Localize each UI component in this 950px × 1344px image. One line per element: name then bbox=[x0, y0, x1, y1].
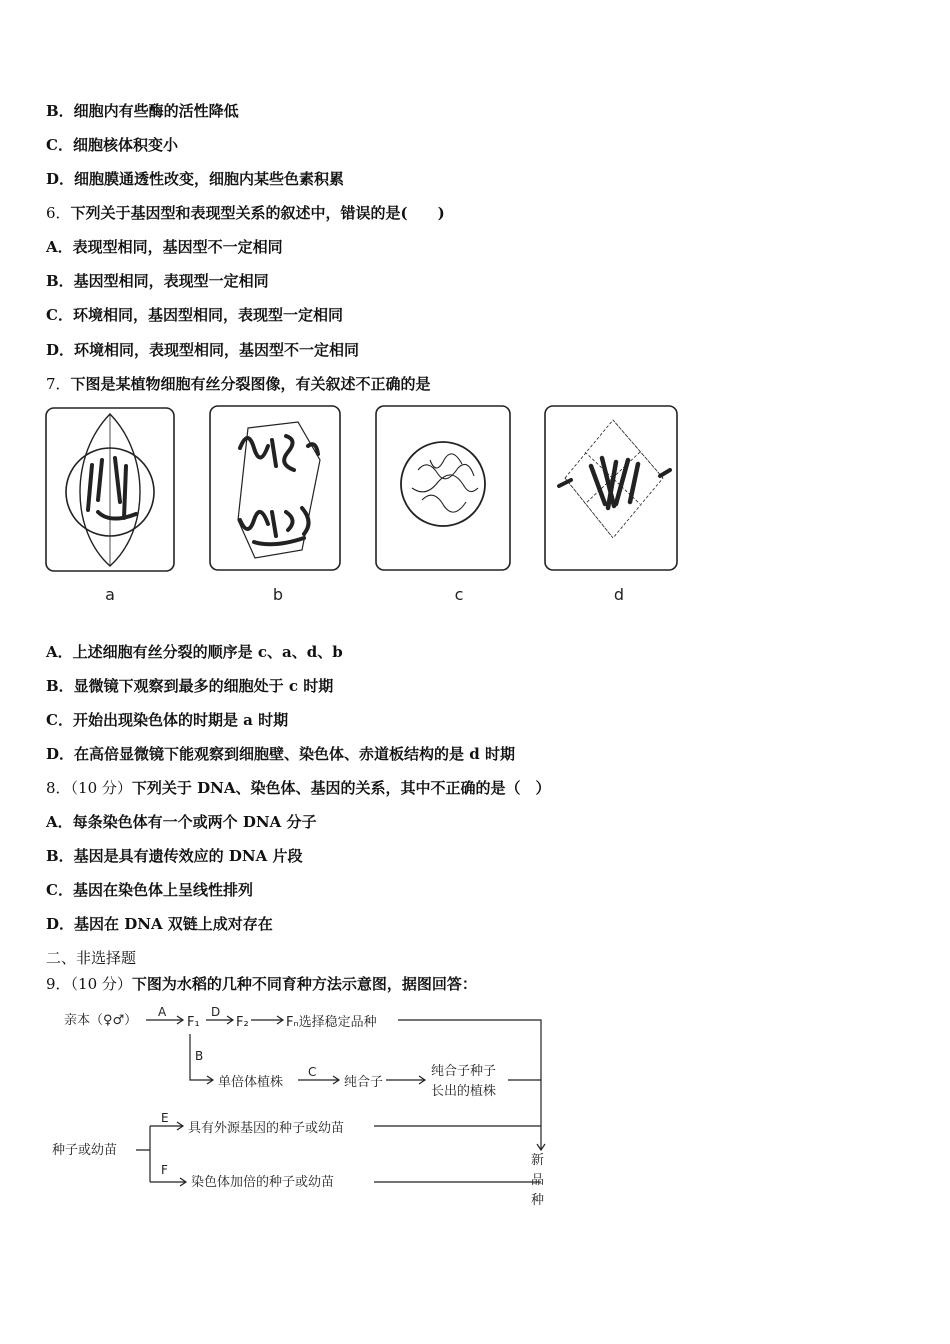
q7-stem-text: 下图是某植物细胞有丝分裂图像，有关叙述不正确的是 bbox=[70, 375, 431, 393]
q6-option-a: A．表现型相同，基因型不一定相同 bbox=[46, 238, 283, 256]
q6-option-c: C．环境相同，基因型相同，表现型一定相同 bbox=[46, 306, 343, 324]
diagram-parent: 亲本（♀♂） bbox=[64, 1013, 138, 1028]
cell-b bbox=[210, 406, 340, 570]
q6-stem bbox=[46, 203, 445, 223]
diagram-new-1: 新 bbox=[531, 1153, 545, 1168]
figure-label-a: a bbox=[105, 585, 115, 604]
q5-option-b: B．细胞内有些酶的活性降低 bbox=[46, 102, 239, 120]
cell-a bbox=[46, 408, 174, 571]
q9-stem bbox=[46, 974, 477, 994]
q7-stem bbox=[46, 374, 431, 394]
q8-number: 8． bbox=[46, 779, 71, 797]
q8-score: （10 分） bbox=[70, 779, 132, 797]
diagram-arrow-a: A bbox=[158, 1005, 167, 1019]
q8-stem bbox=[46, 778, 551, 798]
diagram-f1: F₁ bbox=[187, 1015, 200, 1030]
q8-option-b: B．基因是具有遗传效应的 DNA 片段 bbox=[46, 847, 303, 865]
diagram-homo-plant-1: 纯合子种子 bbox=[431, 1064, 497, 1079]
q7-option-d: D．在高倍显微镜下能观察到细胞壁、染色体、赤道板结构的是 d 时期 bbox=[46, 745, 515, 763]
q8-option-a: A．每条染色体有一个或两个 DNA 分子 bbox=[46, 813, 317, 831]
q7-option-a: A．上述细胞有丝分裂的顺序是 c、a、d、b bbox=[46, 643, 343, 661]
q7-option-b: B．显微镜下观察到最多的细胞处于 c 时期 bbox=[46, 677, 334, 695]
diagram-f2: F₂ bbox=[236, 1015, 249, 1030]
q5-option-c: C．细胞核体积变小 bbox=[46, 136, 178, 154]
diagram-arrow-c: C bbox=[308, 1065, 317, 1079]
section-heading: 二、非选择题 bbox=[46, 949, 137, 967]
q8-option-c: C．基因在染色体上呈线性排列 bbox=[46, 881, 253, 899]
diagram-arrow-e: E bbox=[161, 1111, 169, 1125]
diagram-fn: Fₙ选择稳定品种 bbox=[286, 1015, 377, 1030]
diagram-seed: 种子或幼苗 bbox=[52, 1143, 118, 1158]
diagram-homo-plant-2: 长出的植株 bbox=[431, 1084, 497, 1099]
q6-option-d: D．环境相同，表现型相同，基因型不一定相同 bbox=[46, 341, 360, 359]
q5-option-d: D．细胞膜通透性改变，细胞内某些色素积累 bbox=[46, 170, 345, 188]
cell-c bbox=[376, 406, 510, 570]
diagram-arrow-d: D bbox=[211, 1005, 221, 1019]
breeding-diagram bbox=[46, 1004, 566, 1219]
diagram-new-3: 种 bbox=[531, 1193, 545, 1208]
q6-number: 6． bbox=[46, 204, 71, 222]
q6-stem-text: 下列关于基因型和表现型关系的叙述中，错误的是( ) bbox=[70, 204, 445, 222]
q8-option-d: D．基因在 DNA 双链上成对存在 bbox=[46, 915, 273, 933]
cell-d bbox=[545, 406, 677, 570]
diagram-doubled: 染色体加倍的种子或幼苗 bbox=[191, 1175, 335, 1190]
diagram-new-2: 品 bbox=[531, 1173, 545, 1188]
diagram-foreign: 具有外源基因的种子或幼苗 bbox=[188, 1121, 345, 1136]
diagram-homozygote: 纯合子 bbox=[344, 1075, 384, 1090]
mitosis-figure bbox=[40, 400, 690, 610]
q9-score: （10 分） bbox=[70, 975, 132, 993]
diagram-arrow-f: F bbox=[161, 1163, 168, 1177]
diagram-haploid: 单倍体植株 bbox=[218, 1075, 284, 1090]
figure-label-b: b bbox=[272, 585, 284, 604]
q9-number: 9． bbox=[46, 975, 71, 993]
figure-label-d: d bbox=[613, 585, 625, 604]
q8-stem-text: 下列关于 DNA、染色体、基因的关系，其中不正确的是（ ） bbox=[131, 779, 551, 797]
q9-stem-text: 下图为水稻的几种不同育种方法示意图，据图回答： bbox=[131, 975, 477, 993]
figure-label-c: c bbox=[454, 585, 464, 604]
q6-option-b: B．基因型相同，表现型一定相同 bbox=[46, 272, 269, 290]
q7-number: 7． bbox=[46, 375, 71, 393]
diagram-arrow-b: B bbox=[195, 1049, 204, 1063]
q7-option-c: C．开始出现染色体的时期是 a 时期 bbox=[46, 711, 289, 729]
